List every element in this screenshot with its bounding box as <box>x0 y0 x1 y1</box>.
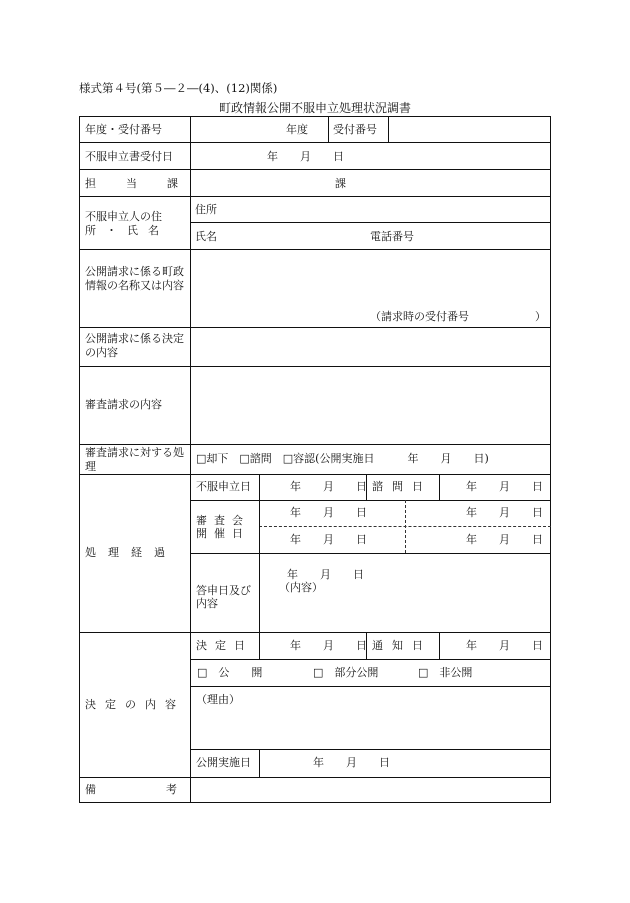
fufuku-moushitate-label: 不服申立日 <box>196 480 251 493</box>
label-meisho: 公開請求に係る町政情報の名称又は内容 <box>85 265 184 293</box>
label-shori-keika: 処理経過 <box>85 546 177 559</box>
label-uketsukebi: 不服申立書受付日 <box>85 150 173 163</box>
form-title: 町政情報公開不服申立処理状況調書 <box>218 101 411 115</box>
rule <box>79 142 551 143</box>
ka-unit: 課 <box>335 177 346 190</box>
label-biko: 備考 <box>85 783 247 796</box>
label-tanto: 担当課 <box>85 177 208 190</box>
rule <box>259 474 260 632</box>
shinsakai-date-1b: 年 月 日 <box>466 506 543 519</box>
rule <box>388 116 389 142</box>
rule <box>439 632 440 659</box>
rule <box>79 169 551 170</box>
rule <box>79 366 551 367</box>
kettei-date: 年 月 日 <box>290 639 367 652</box>
rule <box>190 500 551 501</box>
rule <box>79 632 551 633</box>
kokai-jisshibi-label: 公開実施日 <box>196 756 251 769</box>
shinsakai-date-2a: 年 月 日 <box>290 533 367 546</box>
rule <box>190 222 551 223</box>
nendo-unit: 年度 <box>286 123 308 136</box>
label-shinsa-shori: 審査請求に対する処理 <box>85 446 184 474</box>
shimon-label: 諮問日 <box>372 480 432 493</box>
rule <box>79 777 551 778</box>
label-kettei-naiyo: 公開請求に係る決定の内容 <box>85 332 184 360</box>
label-text: 年度・受付番号 <box>85 123 162 136</box>
form-number: 様式第４号(第５―２―(4)、(12)関係) <box>79 81 278 95</box>
rule <box>79 327 551 328</box>
toshin-naiyo: （内容） <box>279 581 323 594</box>
label-jusho-2: 所・氏名 <box>85 224 169 237</box>
rule <box>190 553 551 554</box>
kettei-bi-label: 決定日 <box>196 639 253 652</box>
tsuchi-date: 年 月 日 <box>466 639 543 652</box>
rule <box>79 444 551 445</box>
rule <box>190 659 551 660</box>
option-bubun-kokai[interactable]: □ 部分公開 <box>313 666 379 679</box>
seikyuji-bango: （請求時の受付番号 ） <box>370 310 546 323</box>
kokai-jisshibi-date: 年 月 日 <box>313 756 390 769</box>
shimon-date: 年 月 日 <box>466 480 543 493</box>
toshin-date: 年 月 日 <box>287 568 364 581</box>
uketsukebi-date: 年 月 日 <box>267 150 344 163</box>
denwa-label: 電話番号 <box>370 230 414 243</box>
rule <box>79 249 551 250</box>
shinsakai-label-2: 開催日 <box>196 527 250 540</box>
rule <box>190 749 551 750</box>
label-jusho-1: 不服申立人の住 <box>85 210 162 223</box>
label-shinsa-naiyo: 審査請求の内容 <box>85 398 162 411</box>
rule <box>190 686 551 687</box>
rule <box>190 116 191 803</box>
dashed-rule <box>405 500 406 553</box>
shinsakai-date-2b: 年 月 日 <box>466 533 543 546</box>
toshin-label-1: 答申日及び <box>196 584 251 597</box>
shinsakai-date-1a: 年 月 日 <box>290 506 367 519</box>
rule <box>439 474 440 500</box>
option-hikokai[interactable]: □ 非公開 <box>418 666 473 679</box>
riyu-label: （理由） <box>196 693 240 706</box>
shinsakai-label-1: 審査会 <box>196 514 250 527</box>
label-nendo-uketsuke <box>85 124 183 135</box>
rule <box>259 632 260 659</box>
fufuku-date: 年 月 日 <box>290 480 367 493</box>
jusho-label: 住所 <box>195 203 217 216</box>
rule <box>259 749 260 777</box>
uketsuke-bango-label: 受付番号 <box>333 123 377 136</box>
toshin-label-2: 内容 <box>196 597 218 610</box>
label-kettei: 決定の内容 <box>85 698 185 711</box>
option-kokai[interactable]: □ 公 開 <box>197 666 263 679</box>
shori-options: □却下 □諮問 □容認(公開実施日 年 月 日) <box>196 452 489 465</box>
rule <box>328 116 329 142</box>
rule <box>79 196 551 197</box>
shimei-label: 氏名 <box>195 230 217 243</box>
tsuchi-label: 通知日 <box>372 639 432 652</box>
